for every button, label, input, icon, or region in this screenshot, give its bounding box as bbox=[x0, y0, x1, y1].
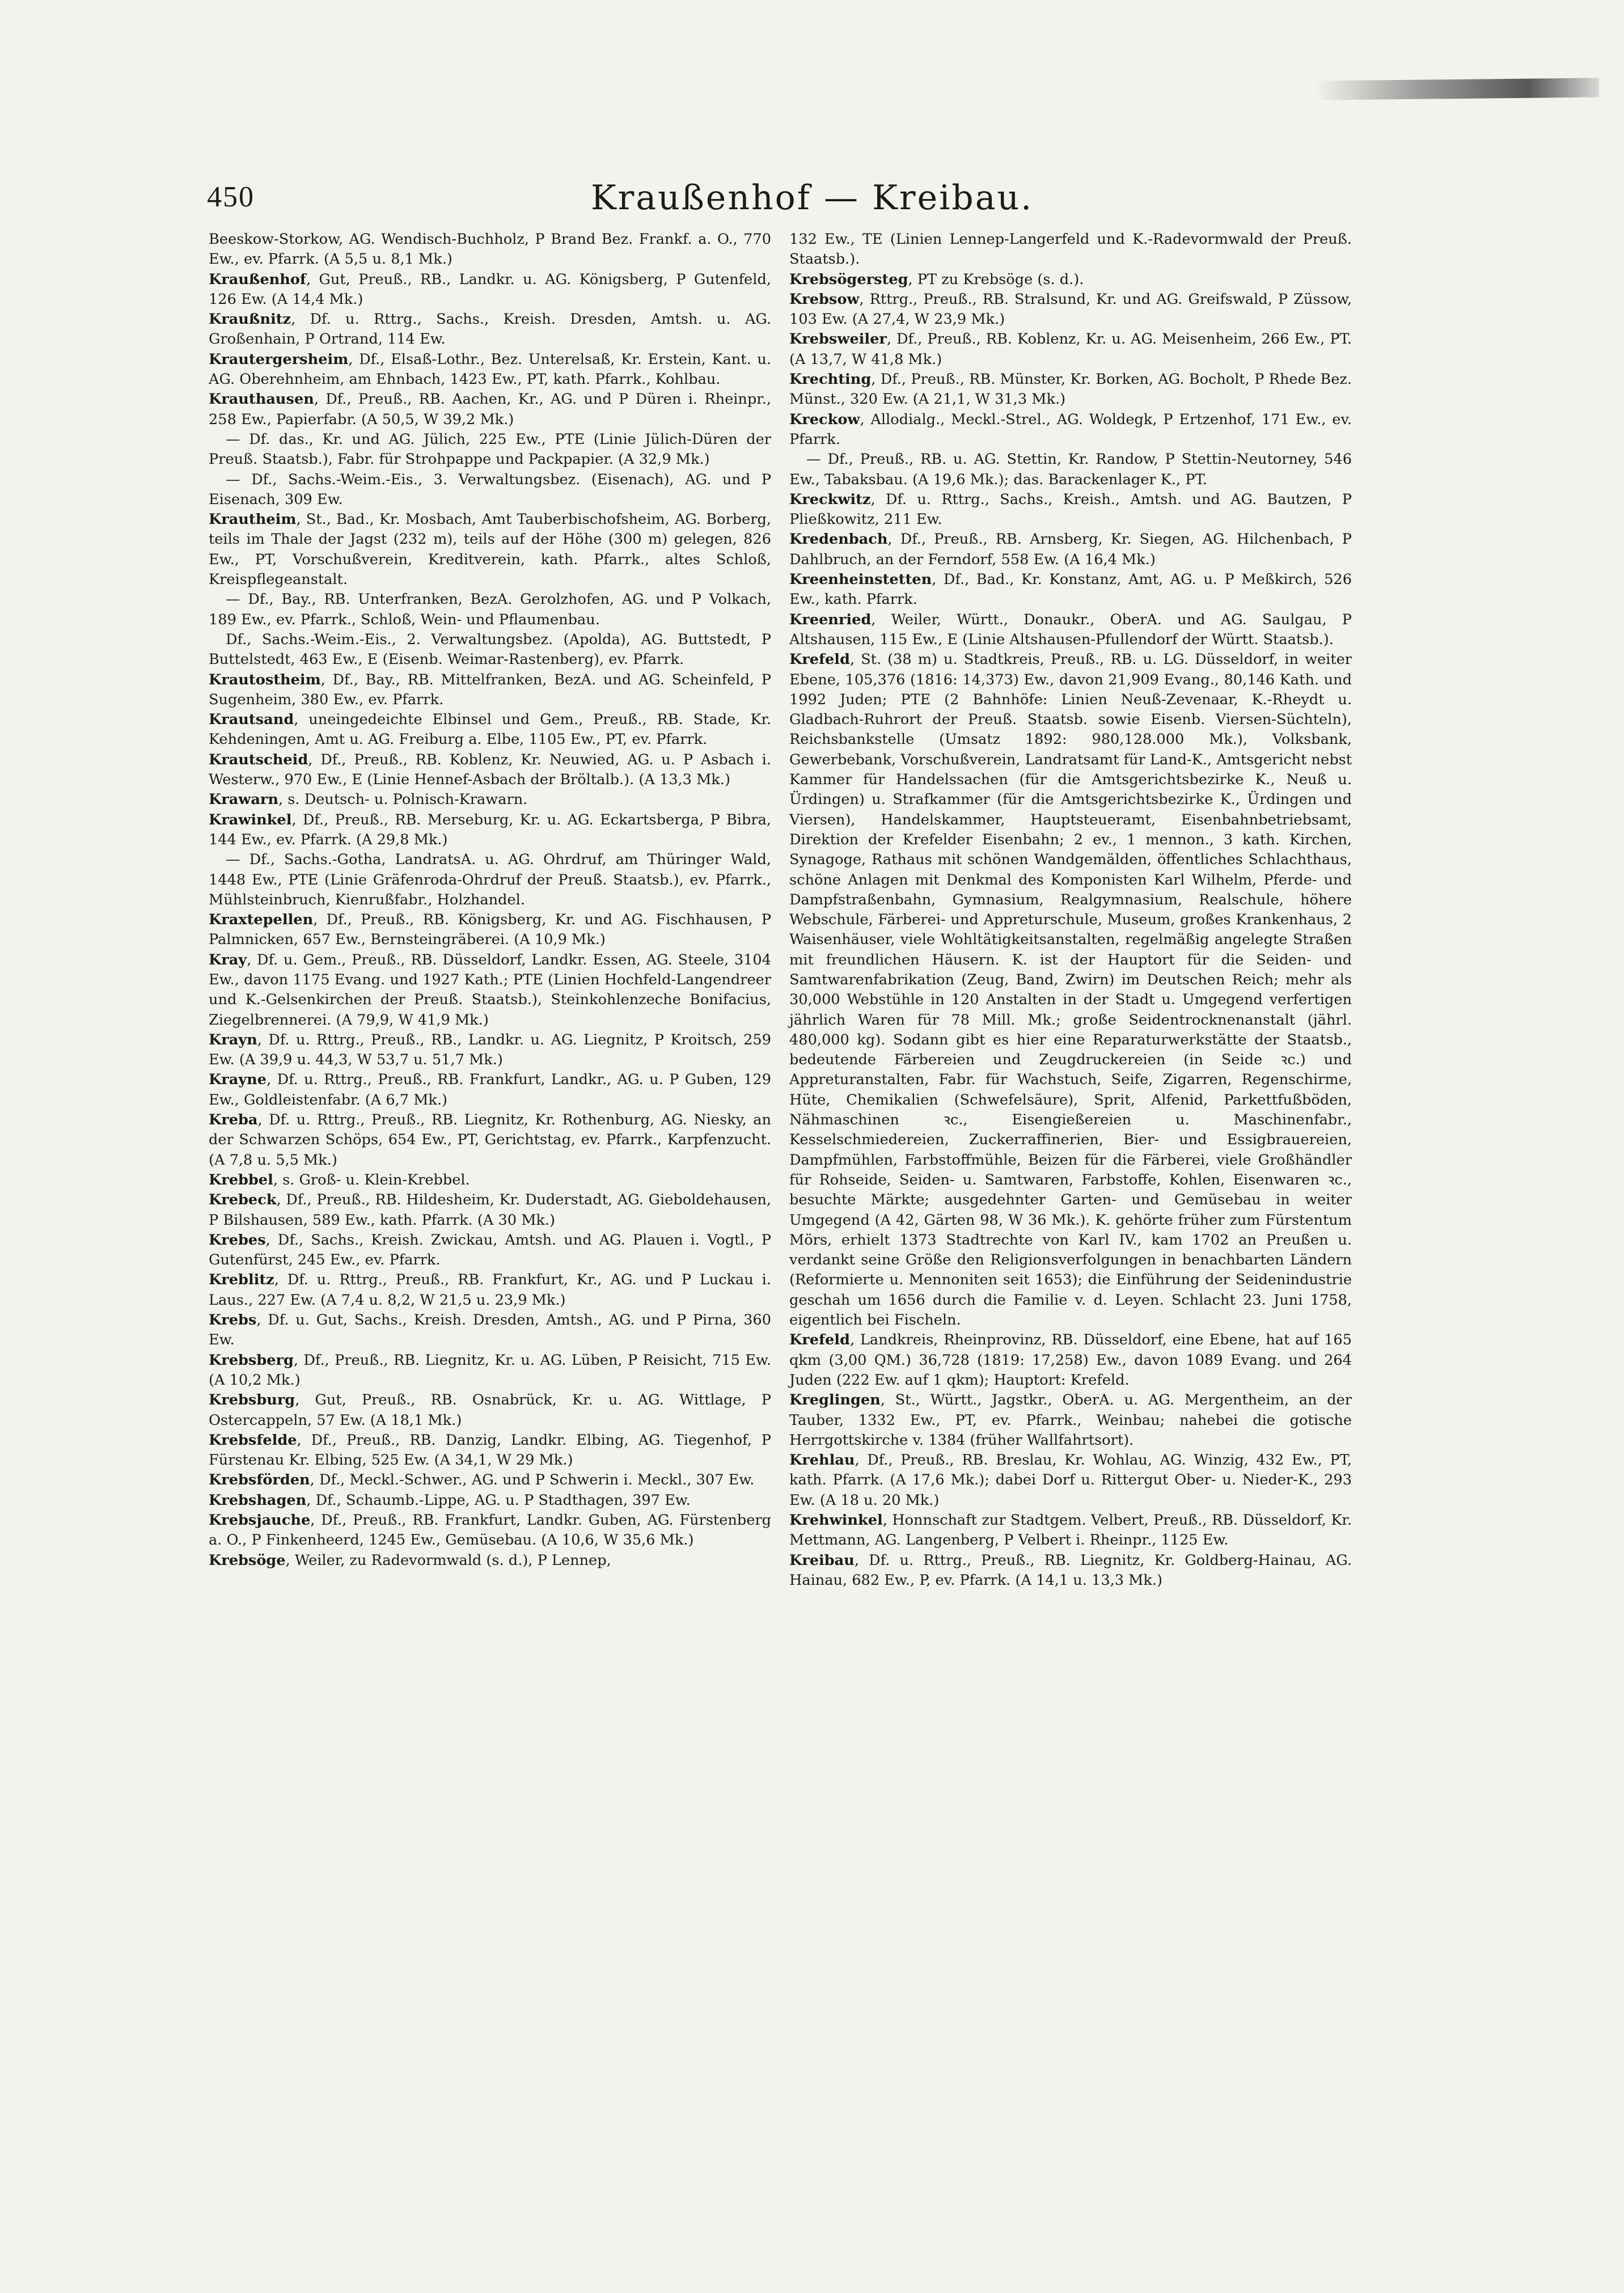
dictionary-entry bbox=[789, 450, 1352, 490]
entry-headword: Kraxtepellen bbox=[209, 911, 314, 929]
dictionary-entry bbox=[789, 610, 1352, 650]
dictionary-entry bbox=[209, 1270, 771, 1310]
entry-headword: Krautscheid bbox=[209, 751, 308, 768]
dictionary-entry bbox=[209, 850, 771, 910]
entry-text: , Df., Preuß., RB. Münster, Kr. Borken, AG. Bocholt, P Rhede Bez. Münst., 320 Ew. (A 21,1, W 31,3 Mk.) bbox=[789, 371, 1352, 408]
dictionary-entry bbox=[209, 790, 771, 810]
entry-headword: Krebsow bbox=[789, 290, 860, 308]
entry-headword: Krayn bbox=[209, 1031, 257, 1048]
entry-headword: Krefeld bbox=[789, 651, 850, 669]
entry-headword: Kreenheinstetten bbox=[789, 571, 932, 589]
entry-text: , Df. u. Rttrg., Preuß., RB. Frankfurt, Landkr., AG. u. P Guben, 129 Ew., Goldleistenfabr. (A 6,7 Mk.) bbox=[209, 1071, 771, 1109]
dictionary-entry bbox=[789, 290, 1352, 330]
entry-text: , Df., Bay., RB. Mittelfranken, BezA. und AG. Scheinfeld, P Sugenheim, 380 Ew., ev. Pfarrk. bbox=[209, 671, 771, 708]
dictionary-entry bbox=[789, 1551, 1352, 1591]
dictionary-entry bbox=[209, 390, 771, 430]
entry-headword: Krautergersheim bbox=[209, 350, 349, 368]
entry-text: Df., Sachs.-Weim.-Eis., 2. Verwaltungsbez. (Apolda), AG. Buttstedt, P Buttelstedt, 463 Ew., E (Eisenb. Weimar-Rastenberg), ev. Pfarrk. bbox=[209, 631, 771, 669]
entry-headword: Krebsweiler bbox=[789, 331, 887, 348]
entry-text: 132 Ew., TE (Linien Lennep-Langerfeld und K.-Radevormwald der Preuß. Staatsb.). bbox=[789, 231, 1352, 268]
entry-headword: Krebsögersteg bbox=[789, 270, 908, 288]
dictionary-entry bbox=[209, 350, 771, 390]
entry-text: , Df. u. Rttrg., Sachs., Kreish., Amtsh. und AG. Bautzen, P Pließkowitz, 211 Ew. bbox=[789, 490, 1352, 528]
entry-headword: Kraußenhof bbox=[209, 270, 306, 288]
entry-text: , Df., Preuß., RB. Frankfurt, Landkr. Guben, AG. Fürstenberg a. O., P Finkenheerd, 1245 Ew., Gemüsebau. (A 10,6, W 35,6 Mk.) bbox=[209, 1512, 771, 1549]
entry-text: , Df., Schaumb.-Lippe, AG. u. P Stadthagen, 397 Ew. bbox=[306, 1491, 691, 1509]
entry-headword: Krebbel bbox=[209, 1171, 273, 1188]
entry-text: , Df. u. Rttrg., Preuß., RB., Landkr. u. AG. Liegnitz, P Kroitsch, 259 Ew. (A 39,9 u. 44,3, W 53,7 u. 51,7 Mk.) bbox=[209, 1031, 771, 1069]
entry-text: Beeskow-Storkow, AG. Wendisch-Buchholz, P Brand Bez. Frankf. a. O., 770 Ew., ev. Pfarrk. (A 5,5 u. 8,1 Mk.) bbox=[209, 231, 771, 268]
entry-headword: Krebsberg bbox=[209, 1351, 294, 1369]
dictionary-entry bbox=[789, 570, 1352, 610]
entry-text: , s. Deutsch- u. Polnisch-Krawarn. bbox=[278, 791, 528, 809]
dictionary-entry bbox=[209, 630, 771, 670]
dictionary-entry bbox=[789, 329, 1352, 370]
entry-headword: Kreenried bbox=[789, 611, 872, 628]
entry-text: , St., Württ., Jagstkr., OberA. u. AG. Mergentheim, an der Tauber, 1332 Ew., PT, ev. Pfarrk., Weinbau; nahebei die gotische Herrgottskirche v. 1384 (früher Wallfahrtsort). bbox=[789, 1391, 1352, 1449]
entry-text: , Gut, Preuß., RB. Osnabrück, Kr. u. AG. Wittlage, P Ostercappeln, 57 Ew. (A 18,1 Mk.) bbox=[209, 1391, 771, 1429]
dictionary-entry bbox=[209, 1491, 771, 1511]
dictionary-entry bbox=[209, 670, 771, 710]
dictionary-entry bbox=[789, 1390, 1352, 1450]
dictionary-entry bbox=[209, 1030, 771, 1071]
running-head: Kraußenhof — Kreibau. bbox=[590, 178, 1034, 218]
entry-headword: Krefeld bbox=[789, 1331, 850, 1349]
entry-text: , Weiler, zu Radevormwald (s. d.), P Lennep, bbox=[285, 1551, 611, 1569]
entry-headword: Kreglingen bbox=[789, 1391, 881, 1409]
dictionary-entry bbox=[209, 950, 771, 1030]
entry-headword: Krebsjauche bbox=[209, 1512, 311, 1529]
entry-text: , Landkreis, Rheinprovinz, RB. Düsseldorf, eine Ebene, hat auf 165 qkm (3,00 QM.) 36,728 (1819: 17,258) Ew., davon 1089 Evang. und 264 Juden (222 Ew. auf 1 qkm); Hauptort: Krefeld. bbox=[789, 1331, 1352, 1389]
entry-headword: Krawinkel bbox=[209, 811, 292, 828]
entry-text: , Df. u. Rttrg., Sachs., Kreish. Dresden, Amtsh. u. AG. Großenhain, P Ortrand, 114 Ew. bbox=[209, 311, 771, 348]
entry-headword: Krehwinkel bbox=[789, 1512, 883, 1529]
dictionary-entry bbox=[209, 430, 771, 470]
entry-headword: Krebs bbox=[209, 1312, 257, 1329]
entry-text: , Df., Preuß., RB. Koblenz, Kr. u. AG. Meisenheim, 266 Ew., PT. (A 13,7, W 41,8 Mk.) bbox=[789, 331, 1352, 368]
dictionary-entry bbox=[209, 1551, 771, 1571]
dictionary-entry bbox=[209, 1351, 771, 1391]
dictionary-entry bbox=[209, 230, 771, 270]
entry-text: , St., Bad., Kr. Mosbach, Amt Tauberbischofsheim, AG. Borberg, teils im Thale der Jagst (232 m), teils auf der Höhe (300 m) gelegen, 826 Ew., PT, Vorschußverein, Kreditverein, kath. Pfarrk., altes Schloß, Kreispflegeanstalt. bbox=[209, 511, 771, 589]
entry-headword: Krebsöge bbox=[209, 1551, 286, 1569]
entry-headword: Krebsfelde bbox=[209, 1431, 297, 1449]
entry-text: , Df., Elsaß-Lothr., Bez. Unterelsaß, Kr. Erstein, Kant. u. AG. Oberehnheim, am Ehnbach, 1423 Ew., PT, kath. Pfarrk., Kohlbau. bbox=[209, 350, 771, 388]
entry-headword: Krechting bbox=[789, 371, 872, 388]
entry-headword: Kraußnitz bbox=[209, 311, 291, 328]
dictionary-entry bbox=[209, 1431, 771, 1471]
entry-headword: Kreblitz bbox=[209, 1271, 274, 1289]
entry-text: , Df., Preuß., RB. Liegnitz, Kr. u. AG. Lüben, P Reisicht, 715 Ew. (A 10,2 Mk.) bbox=[209, 1351, 771, 1389]
entry-text: , Df., Bad., Kr. Konstanz, Amt, AG. u. P Meßkirch, 526 Ew., kath. Pfarrk. bbox=[789, 571, 1352, 608]
dictionary-entry bbox=[209, 590, 771, 630]
entry-text: , s. Groß- u. Klein-Krebbel. bbox=[273, 1171, 470, 1188]
dictionary-entry bbox=[209, 510, 771, 590]
entry-text: , Allodialg., Meckl.-Strel., AG. Woldegk, P Ertzenhof, 171 Ew., ev. Pfarrk. bbox=[789, 411, 1352, 448]
dictionary-entry bbox=[789, 650, 1352, 1330]
dictionary-entry bbox=[789, 410, 1352, 450]
dictionary-entry bbox=[209, 810, 771, 851]
entry-text: , Df., Meckl.-Schwer., AG. und P Schwerin i. Meckl., 307 Ew. bbox=[310, 1471, 755, 1489]
entry-text: , St. (38 m) u. Stadtkreis, Preuß., RB. u. LG. Düsseldorf, in weiter Ebene, 105,376 (1816: 14,373) Ew., davon 21,909 Evang., 80,146 Kath. und 1992 Juden; PTE (2 Bahnhöfe: Linien Neuß-Zevenaar, K.-Rheydt u. Gladbach-Ruhrort der Preuß. Staatsb. sowie Eisenb. Viersen-Süchteln), Reichsbankstelle (Umsatz 1892: 980,128.000 Mk.), Volksbank, Gewerbebank, Vorschußverein, Landratsamt für Land-K., Amtsgericht nebst Kammer für Handelssachen (für die Amtsgerichtsbezirke K., Neuß u. Ürdingen) u. Strafkammer (für die Amtsgerichtsbezirke K., Ürdingen und Viersen), Handelskammer, Hauptsteueramt, Eisenbahnbetriebsamt, Direktion der Krefelder Eisenbahn; 2 ev., 1 mennon., 3 kath. Kirchen, Synagoge, Rathaus mit schönen Wandgemälden, öffentliches Schlachthaus, schöne Anlagen mit Denkmal des Komponisten Karl Wilhelm, Pferde- und Dampfstraßenbahn, Gymnasium, Realgymnasium, Realschule, höhere Webschule, Färberei- und Appreturschule, Museum, großes Krankenhaus, 2 Waisenhäuser, viele Wohltätigkeitsanstalten, regelmäßig angelegte Straßen mit freundlichen Häusern. K. ist der Hauptort für die Seiden- und Samtwarenfabrikation (Zeug, Band, Zwirn) im Deutschen Reich; mehr als 30,000 Webstühle in 120 Anstalten in der Stadt u. Umgegend verfertigen jährlich Waren für 78 Mill. Mk.; große Seidentrocknenanstalt (jährl. 480,000 kg). Sodann gibt es hier eine Reparaturwerkstätte der Staatsb., bedeutende Färbereien und Zeugdruckereien (in Seide ꝛc.) und Appreturanstalten, Fabr. für Wachstuch, Seife, Zigarren, Regenschirme, Hüte, Chemikalien (Schwefelsäure), Sprit, Alfenid, Parkettfußböden, Nähmaschinen ꝛc., Eisengießereien u. Maschinenfabr., Kesselschmiedereien, Zuckerraffinerien, Bier- und Essigbrauereien, Dampfmühlen, Farbstoffmühle, Beizen für die Färberei, viele Großhändler für Rohseide, Seiden- u. Samtwaren, Farbstoffe, Kohlen, Eisenwaren ꝛc., besuchte Märkte; ausgedehnter Garten- und Gemüsebau in weiter Umgegend (A 42, Gärten 98, W 36 Mk.). K. gehörte früher zum Fürstentum Mörs, erhielt 1373 Stadtrechte von Karl IV., kam 1702 an Preußen u. verdankt seine Größe den Religionsverfolgungen in benachbarten Ländern (Reformierte u. Mennoniten seit 1653); die Einführung der Seidenindustrie geschah um 1656 durch die Familie v. d. Leyen. Schlacht 23. Juni 1758, eigentlich bei Fischeln. bbox=[789, 651, 1352, 1329]
entry-text: , Df., Preuß., RB. Königsberg, Kr. und AG. Fischhausen, P Palmnicken, 657 Ew., Bernsteingräberei. (A 10,9 Mk.) bbox=[209, 911, 771, 949]
entry-text: , Df., Sachs., Kreish. Zwickau, Amtsh. und AG. Plauen i. Vogtl., P Gutenfürst, 245 Ew., ev. Pfarrk. bbox=[209, 1231, 771, 1269]
dictionary-entry bbox=[209, 470, 771, 510]
entry-text: , Df., Preuß., RB. Arnsberg, Kr. Siegen, AG. Hilchenbach, P Dahlbruch, an der Ferndorf, 558 Ew. (A 16,4 Mk.) bbox=[789, 531, 1352, 568]
dictionary-entry bbox=[209, 910, 771, 950]
dictionary-entry bbox=[209, 710, 771, 750]
dictionary-entry bbox=[789, 490, 1352, 530]
dictionary-entry bbox=[789, 1330, 1352, 1390]
entry-headword: Kredenbach bbox=[789, 531, 888, 548]
dictionary-entry bbox=[789, 1511, 1352, 1551]
entry-headword: Krautheim bbox=[209, 511, 297, 528]
entry-text: — Df., Preuß., RB. u. AG. Stettin, Kr. Randow, P Stettin-Neutorney, 546 Ew., Tabaksbau. (A 19,6 Mk.); das. Barackenlager K., PT. bbox=[789, 451, 1352, 488]
entry-text: — Df., Sachs.-Weim.-Eis., 3. Verwaltungsbez. (Eisenach), AG. und P Eisenach, 309 Ew. bbox=[209, 471, 771, 508]
entry-text: , Df., Preuß., RB. Breslau, Kr. Wohlau, AG. Winzig, 432 Ew., PT, kath. Pfarrk. (A 17,6 Mk.); dabei Dorf u. Rittergut Ober- u. Nieder-K., 293 Ew. (A 18 u. 20 Mk.) bbox=[789, 1452, 1352, 1509]
entry-headword: Krayne bbox=[209, 1071, 267, 1089]
dictionary-entry bbox=[209, 1310, 771, 1351]
dictionary-entry bbox=[209, 1230, 771, 1271]
entry-text: , Rttrg., Preuß., RB. Stralsund, Kr. und AG. Greifswald, P Züssow, 103 Ew. (A 27,4, W 23,9 Mk.) bbox=[789, 290, 1352, 328]
entry-text: — Df., Sachs.-Gotha, LandratsA. u. AG. Ohrdruf, am Thüringer Wald, 1448 Ew., PTE (Linie Gräfenroda-Ohrdruf der Preuß. Staatsb.), ev. Pfarrk., Mühlsteinbruch, Kienrußfabr., Holzhandel. bbox=[209, 851, 771, 908]
entry-text: , Df., Preuß., RB. Danzig, Landkr. Elbing, AG. Tiegenhof, P Fürstenau Kr. Elbing, 525 Ew. (A 34,1, W 29 Mk.) bbox=[209, 1431, 771, 1469]
entry-text: , Weiler, Württ., Donaukr., OberA. und AG. Saulgau, P Altshausen, 115 Ew., E (Linie Altshausen-Pfullendorf der Württ. Staatsb.). bbox=[789, 611, 1352, 648]
entry-text: — Df., Bay., RB. Unterfranken, BezA. Gerolzhofen, AG. und P Volkach, 189 Ew., ev. Pfarrk., Schloß, Wein- und Pflaumenbau. bbox=[209, 591, 771, 628]
left-column bbox=[209, 230, 771, 1571]
dictionary-entry bbox=[209, 310, 771, 350]
entry-headword: Krebeck bbox=[209, 1191, 277, 1209]
dictionary-entry bbox=[209, 1110, 771, 1170]
entry-text: , Df., Preuß., RB. Hildesheim, Kr. Duderstadt, AG. Gieboldehausen, P Bilshausen, 589 Ew., kath. Pfarrk. (A 30 Mk.) bbox=[209, 1191, 771, 1229]
page-number: 450 bbox=[207, 181, 255, 213]
entry-text: , Df. u. Rttrg., Preuß., RB. Liegnitz, Kr. Goldberg-Hainau, AG. Hainau, 682 Ew., P, ev. Pfarrk. (A 14,1 u. 13,3 Mk.) bbox=[789, 1551, 1352, 1589]
entry-headword: Krautsand bbox=[209, 711, 294, 729]
scan-artifact bbox=[1316, 78, 1599, 100]
entry-text: , Df. u. Rttrg., Preuß., RB. Liegnitz, Kr. Rothenburg, AG. Niesky, an der Schwarzen Schöps, 654 Ew., PT, Gerichtstag, ev. Pfarrk., Karpfenzucht. (A 7,8 u. 5,5 Mk.) bbox=[209, 1111, 771, 1169]
dictionary-entry bbox=[789, 370, 1352, 410]
entry-headword: Kreckow bbox=[789, 411, 860, 428]
entry-headword: Krebes bbox=[209, 1231, 266, 1249]
entry-text: , uneingedeichte Elbinsel und Gem., Preuß., RB. Stade, Kr. Kehdeningen, Amt u. AG. Freiburg a. Elbe, 1105 Ew., PT, ev. Pfarrk. bbox=[209, 711, 771, 748]
entry-headword: Krebshagen bbox=[209, 1491, 307, 1509]
entry-text: , PT zu Krebsöge (s. d.). bbox=[908, 270, 1084, 288]
dictionary-entry bbox=[789, 1450, 1352, 1511]
entry-headword: Kreba bbox=[209, 1111, 258, 1129]
entry-text: — Df. das., Kr. und AG. Jülich, 225 Ew., PTE (Linie Jülich-Düren der Preuß. Staatsb.), Fabr. für Strohpappe und Packpapier. (A 32,9 Mk.) bbox=[209, 430, 771, 468]
entry-text: , Df. u. Rttrg., Preuß., RB. Frankfurt, Kr., AG. und P Luckau i. Laus., 227 Ew. (A 7,4 u. 8,2, W 21,5 u. 23,9 Mk.) bbox=[209, 1271, 771, 1309]
entry-headword: Kreibau bbox=[789, 1551, 855, 1569]
dictionary-entry bbox=[209, 1070, 771, 1110]
entry-headword: Krauthausen bbox=[209, 391, 314, 408]
dictionary-entry bbox=[209, 750, 771, 790]
dictionary-entry bbox=[789, 230, 1352, 270]
dictionary-entry bbox=[209, 270, 771, 310]
entry-headword: Krawarn bbox=[209, 791, 279, 809]
dictionary-entry bbox=[789, 530, 1352, 570]
right-column bbox=[789, 230, 1352, 1590]
entry-headword: Krebsburg bbox=[209, 1391, 295, 1409]
dictionary-entry bbox=[209, 1390, 771, 1431]
entry-headword: Kray bbox=[209, 951, 247, 968]
entry-text: , Df., Preuß., RB. Koblenz, Kr. Neuwied, AG. u. P Asbach i. Westerw., 970 Ew., E (Linie Hennef-Asbach der Bröltalb.). (A 13,3 Mk.) bbox=[209, 751, 771, 789]
entry-text: , Df., Preuß., RB. Aachen, Kr., AG. und P Düren i. Rheinpr., 258 Ew., Papierfabr. (A 50,5, W 39,2 Mk.) bbox=[209, 391, 771, 428]
dictionary-entry bbox=[209, 1190, 771, 1230]
dictionary-entry bbox=[209, 1170, 771, 1190]
entry-text: , Honnschaft zur Stadtgem. Velbert, Preuß., RB. Düsseldorf, Kr. Mettmann, AG. Langenberg, P Velbert i. Rheinpr., 1125 Ew. bbox=[789, 1512, 1352, 1549]
dictionary-entry bbox=[209, 1470, 771, 1490]
dictionary-entry bbox=[789, 270, 1352, 290]
entry-text: , Df., Preuß., RB. Merseburg, Kr. u. AG. Eckartsberga, P Bibra, 144 Ew., ev. Pfarrk. (A 29,8 Mk.) bbox=[209, 811, 771, 848]
entry-text: , Df. u. Gut, Sachs., Kreish. Dresden, Amtsh., AG. und P Pirna, 360 Ew. bbox=[209, 1312, 771, 1349]
entry-headword: Krautostheim bbox=[209, 671, 321, 688]
dictionary-entry bbox=[209, 1511, 771, 1551]
entry-text: , Df. u. Gem., Preuß., RB. Düsseldorf, Landkr. Essen, AG. Steele, 3104 Ew., davon 1175 Evang. und 1927 Kath.; PTE (Linien Hochfeld-Langendreer und K.-Gelsenkirchen der Preuß. Staatsb.), Steinkohlenzeche Bonifacius, Ziegelbrennerei. (A 79,9, W 41,9 Mk.) bbox=[209, 951, 771, 1029]
entry-headword: Krehlau bbox=[789, 1452, 855, 1469]
entry-headword: Kreckwitz bbox=[789, 490, 871, 508]
entry-text: , Gut, Preuß., RB., Landkr. u. AG. Königsberg, P Gutenfeld, 126 Ew. (A 14,4 Mk.) bbox=[209, 270, 771, 308]
entry-headword: Krebsförden bbox=[209, 1471, 310, 1489]
